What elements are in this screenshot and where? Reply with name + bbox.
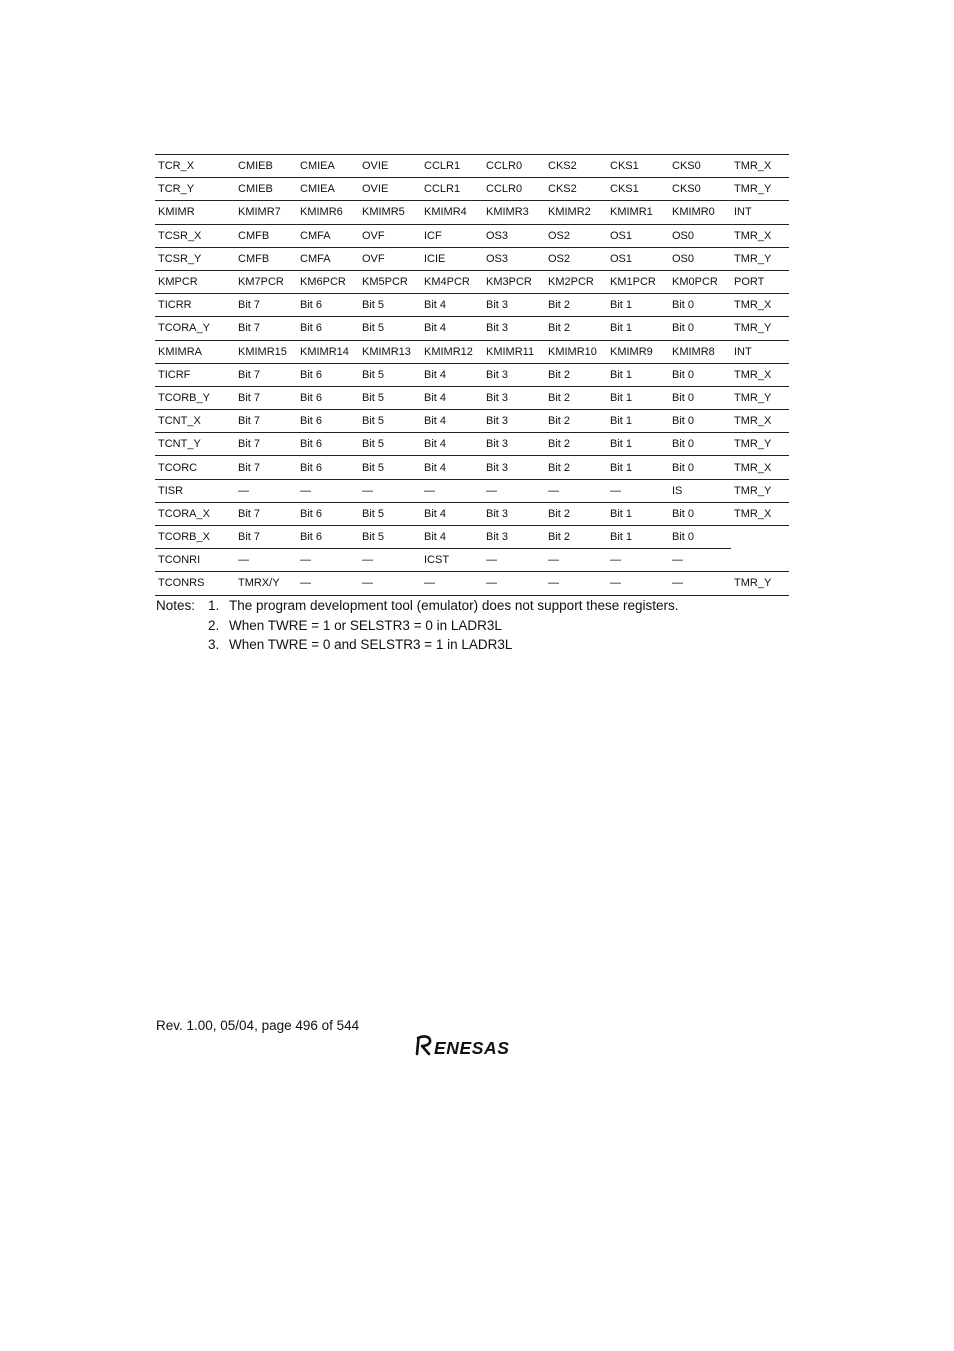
table-row	[155, 363, 789, 386]
bit-cell: Bit 1	[607, 526, 669, 549]
module-cell: TMR_X	[731, 410, 789, 433]
register-name-cell: TICRF	[155, 363, 235, 386]
bit-cell: Bit 2	[545, 410, 607, 433]
bit-cell: KM0PCR	[669, 270, 731, 293]
module-cell: TMR_Y	[731, 247, 789, 270]
bit-cell: Bit 2	[545, 294, 607, 317]
bit-cell: KM6PCR	[297, 270, 359, 293]
bit-cell: CKS2	[545, 178, 607, 201]
bit-cell: —	[235, 479, 297, 502]
bit-cell: —	[359, 549, 421, 572]
register-name-cell: TCNT_X	[155, 410, 235, 433]
bit-cell: KMIMR1	[607, 201, 669, 224]
bit-cell: Bit 6	[297, 386, 359, 409]
bit-cell: Bit 2	[545, 386, 607, 409]
module-cell: TMR_X	[731, 294, 789, 317]
module-cell: TMR_X	[731, 502, 789, 525]
bit-cell: —	[421, 479, 483, 502]
bit-cell: —	[483, 572, 545, 595]
bit-cell: Bit 1	[607, 294, 669, 317]
bit-cell: KMIMR9	[607, 340, 669, 363]
bit-cell: —	[669, 549, 731, 572]
bit-cell: IS	[669, 479, 731, 502]
bit-cell: CKS0	[669, 155, 731, 178]
module-cell: PORT	[731, 270, 789, 293]
table-row	[155, 479, 789, 502]
bit-cell: Bit 6	[297, 410, 359, 433]
bit-cell: Bit 7	[235, 294, 297, 317]
bit-cell: Bit 4	[421, 502, 483, 525]
bit-cell: Bit 6	[297, 502, 359, 525]
bit-cell: OS2	[545, 224, 607, 247]
bit-cell: CMFA	[297, 224, 359, 247]
bit-cell: Bit 0	[669, 363, 731, 386]
bit-cell: CMIEA	[297, 178, 359, 201]
register-name-cell: TCONRS	[155, 572, 235, 595]
bit-cell: Bit 6	[297, 363, 359, 386]
bit-cell: KMIMR3	[483, 201, 545, 224]
bit-cell: Bit 7	[235, 363, 297, 386]
module-cell: TMR_X	[731, 456, 789, 479]
bit-cell: Bit 4	[421, 526, 483, 549]
page-footer: Rev. 1.00, 05/04, page 496 of 544	[156, 1018, 360, 1033]
bit-cell: —	[607, 479, 669, 502]
bit-cell: Bit 7	[235, 410, 297, 433]
bit-cell: Bit 5	[359, 526, 421, 549]
bit-cell: Bit 3	[483, 433, 545, 456]
bit-cell: Bit 7	[235, 502, 297, 525]
bit-cell: KMIMR2	[545, 201, 607, 224]
register-name-cell: TCORB_X	[155, 526, 235, 549]
bit-cell: —	[359, 479, 421, 502]
bit-cell: —	[421, 572, 483, 595]
bit-cell: Bit 0	[669, 526, 731, 549]
bit-cell: CKS2	[545, 155, 607, 178]
register-name-cell: KMIMRA	[155, 340, 235, 363]
bit-cell: KMIMR8	[669, 340, 731, 363]
table-row	[155, 224, 789, 247]
bit-cell: OS1	[607, 247, 669, 270]
module-cell: TMR_Y	[731, 386, 789, 409]
register-name-cell: TCORC	[155, 456, 235, 479]
bit-cell: KMIMR10	[545, 340, 607, 363]
bit-cell: Bit 5	[359, 433, 421, 456]
bit-cell: Bit 5	[359, 456, 421, 479]
register-name-cell: KMIMR	[155, 201, 235, 224]
register-name-cell: TCORA_Y	[155, 317, 235, 340]
bit-cell: Bit 5	[359, 363, 421, 386]
bit-cell: KMIMR13	[359, 340, 421, 363]
bit-cell: Bit 6	[297, 294, 359, 317]
register-name-cell: TISR	[155, 479, 235, 502]
module-cell: TMR_Y	[731, 433, 789, 456]
table-row	[155, 178, 789, 201]
table-row	[155, 410, 789, 433]
bit-cell: CMFB	[235, 247, 297, 270]
bit-cell: Bit 0	[669, 502, 731, 525]
bit-cell: —	[545, 572, 607, 595]
bit-cell: CMFB	[235, 224, 297, 247]
table-row	[155, 294, 789, 317]
bit-cell: —	[359, 572, 421, 595]
note-2	[156, 616, 678, 636]
bit-cell: Bit 1	[607, 410, 669, 433]
bit-cell: OS3	[483, 224, 545, 247]
bit-cell: —	[297, 572, 359, 595]
bit-cell: Bit 4	[421, 433, 483, 456]
module-cell: TMR_Y	[731, 572, 789, 595]
bit-cell: —	[607, 572, 669, 595]
table-row	[155, 247, 789, 270]
note-number: 3.	[208, 637, 220, 652]
bit-cell: Bit 3	[483, 526, 545, 549]
register-name-cell: TCORB_Y	[155, 386, 235, 409]
bit-cell: Bit 6	[297, 433, 359, 456]
bit-cell: Bit 3	[483, 294, 545, 317]
bit-cell: Bit 6	[297, 526, 359, 549]
bit-cell: KM7PCR	[235, 270, 297, 293]
bit-cell: CMIEA	[297, 155, 359, 178]
notes	[156, 596, 678, 655]
bit-cell: KMIMR0	[669, 201, 731, 224]
renesas-logo	[412, 1034, 536, 1058]
table-row	[155, 526, 789, 549]
bit-cell: Bit 7	[235, 386, 297, 409]
bit-cell: —	[545, 549, 607, 572]
bit-cell: OVF	[359, 247, 421, 270]
table-row	[155, 317, 789, 340]
bit-cell: Bit 6	[297, 317, 359, 340]
note-text: When TWRE = 1 or SELSTR3 = 0 in LADR3L	[229, 617, 502, 633]
bit-cell: —	[669, 572, 731, 595]
bit-cell: Bit 1	[607, 363, 669, 386]
bit-cell: KMIMR15	[235, 340, 297, 363]
bit-cell: KM2PCR	[545, 270, 607, 293]
bit-cell: Bit 5	[359, 410, 421, 433]
bit-cell: Bit 1	[607, 386, 669, 409]
bit-cell: KMIMR5	[359, 201, 421, 224]
bit-cell: Bit 4	[421, 410, 483, 433]
bit-cell: KM3PCR	[483, 270, 545, 293]
bit-cell: Bit 0	[669, 386, 731, 409]
register-name-cell: KMPCR	[155, 270, 235, 293]
bit-cell: CCLR1	[421, 178, 483, 201]
module-cell: TMR_Y	[731, 178, 789, 201]
bit-cell: Bit 3	[483, 386, 545, 409]
bit-cell: Bit 4	[421, 456, 483, 479]
module-cell: INT	[731, 340, 789, 363]
bit-cell: Bit 4	[421, 386, 483, 409]
bit-cell: Bit 0	[669, 294, 731, 317]
module-cell: TMR_Y	[731, 479, 789, 502]
bit-cell: Bit 1	[607, 433, 669, 456]
bit-cell: Bit 3	[483, 410, 545, 433]
bit-cell: Bit 5	[359, 502, 421, 525]
bit-cell: —	[607, 549, 669, 572]
register-name-cell: TCNT_Y	[155, 433, 235, 456]
bit-cell: Bit 0	[669, 456, 731, 479]
bit-cell: OS1	[607, 224, 669, 247]
module-cell: TMR_X	[731, 363, 789, 386]
bit-cell: OS0	[669, 224, 731, 247]
bit-cell: Bit 2	[545, 456, 607, 479]
module-cell	[731, 549, 789, 572]
bit-cell: Bit 4	[421, 363, 483, 386]
module-cell: TMR_Y	[731, 317, 789, 340]
bit-cell: OS3	[483, 247, 545, 270]
bit-cell: KM1PCR	[607, 270, 669, 293]
bit-cell: OS2	[545, 247, 607, 270]
bit-cell: Bit 1	[607, 317, 669, 340]
bit-cell: Bit 3	[483, 363, 545, 386]
notes-label: Notes:	[156, 598, 196, 613]
bit-cell: —	[297, 549, 359, 572]
table-row	[155, 270, 789, 293]
bit-cell: OVIE	[359, 178, 421, 201]
bit-cell: CCLR0	[483, 155, 545, 178]
register-name-cell: TICRR	[155, 294, 235, 317]
bit-cell: CMIEB	[235, 178, 297, 201]
register-name-cell: TCSR_X	[155, 224, 235, 247]
bit-cell: ICST	[421, 549, 483, 572]
note-number: 1.	[208, 598, 220, 613]
bit-cell: Bit 2	[545, 363, 607, 386]
table-row	[155, 201, 789, 224]
bit-cell: Bit 7	[235, 317, 297, 340]
table-row	[155, 433, 789, 456]
bit-cell: CKS0	[669, 178, 731, 201]
bit-cell: KMIMR11	[483, 340, 545, 363]
table-row	[155, 340, 789, 363]
register-table-body	[155, 155, 789, 596]
bit-cell: —	[235, 549, 297, 572]
table-row	[155, 155, 789, 178]
bit-cell: KM5PCR	[359, 270, 421, 293]
register-name-cell: TCORA_X	[155, 502, 235, 525]
module-cell	[731, 526, 789, 549]
register-name-cell: TCR_X	[155, 155, 235, 178]
bit-cell: KMIMR4	[421, 201, 483, 224]
module-cell: TMR_X	[731, 155, 789, 178]
module-cell: INT	[731, 201, 789, 224]
bit-cell: KMIMR6	[297, 201, 359, 224]
bit-cell: KMIMR7	[235, 201, 297, 224]
bit-cell: Bit 2	[545, 317, 607, 340]
bit-cell: Bit 1	[607, 502, 669, 525]
bit-cell: CKS1	[607, 178, 669, 201]
table-row	[155, 386, 789, 409]
bit-cell: Bit 6	[297, 456, 359, 479]
bit-cell: CKS1	[607, 155, 669, 178]
bit-cell: Bit 4	[421, 294, 483, 317]
bit-cell: Bit 3	[483, 456, 545, 479]
bit-cell: —	[483, 479, 545, 502]
bit-cell: Bit 2	[545, 502, 607, 525]
bit-cell: Bit 2	[545, 526, 607, 549]
note-3	[156, 635, 678, 655]
bit-cell: ICF	[421, 224, 483, 247]
bit-cell: TMRX/Y	[235, 572, 297, 595]
register-name-cell: TCONRI	[155, 549, 235, 572]
register-table	[155, 154, 789, 596]
bit-cell: OVIE	[359, 155, 421, 178]
bit-cell: —	[545, 479, 607, 502]
bit-cell: CCLR1	[421, 155, 483, 178]
bit-cell: Bit 5	[359, 386, 421, 409]
bit-cell: Bit 3	[483, 317, 545, 340]
bit-cell: Bit 7	[235, 456, 297, 479]
bit-cell: Bit 2	[545, 433, 607, 456]
bit-cell: Bit 0	[669, 433, 731, 456]
bit-cell: CMFA	[297, 247, 359, 270]
bit-cell: KMIMR14	[297, 340, 359, 363]
table-row	[155, 456, 789, 479]
note-text: The program development tool (emulator) does not support these registers.	[229, 598, 679, 613]
module-cell: TMR_X	[731, 224, 789, 247]
bit-cell: Bit 0	[669, 317, 731, 340]
bit-cell: OVF	[359, 224, 421, 247]
register-name-cell: TCR_Y	[155, 178, 235, 201]
bit-cell: —	[297, 479, 359, 502]
svg-text:ENESAS: ENESAS	[434, 1038, 510, 1058]
table-row	[155, 549, 789, 572]
bit-cell: KMIMR12	[421, 340, 483, 363]
bit-cell: Bit 7	[235, 433, 297, 456]
bit-cell: Bit 3	[483, 502, 545, 525]
register-name-cell: TCSR_Y	[155, 247, 235, 270]
table-row	[155, 572, 789, 595]
bit-cell: Bit 1	[607, 456, 669, 479]
bit-cell: CMIEB	[235, 155, 297, 178]
bit-cell: ICIE	[421, 247, 483, 270]
bit-cell: Bit 4	[421, 317, 483, 340]
note-text: When TWRE = 0 and SELSTR3 = 1 in LADR3L	[229, 637, 513, 652]
bit-cell: CCLR0	[483, 178, 545, 201]
bit-cell: OS0	[669, 247, 731, 270]
bit-cell: Bit 5	[359, 317, 421, 340]
note-number: 2.	[208, 617, 220, 633]
bit-cell: Bit 5	[359, 294, 421, 317]
table-row	[155, 502, 789, 525]
note-1	[156, 596, 678, 616]
bit-cell: Bit 7	[235, 526, 297, 549]
bit-cell: Bit 0	[669, 410, 731, 433]
bit-cell: KM4PCR	[421, 270, 483, 293]
bit-cell: —	[483, 549, 545, 572]
